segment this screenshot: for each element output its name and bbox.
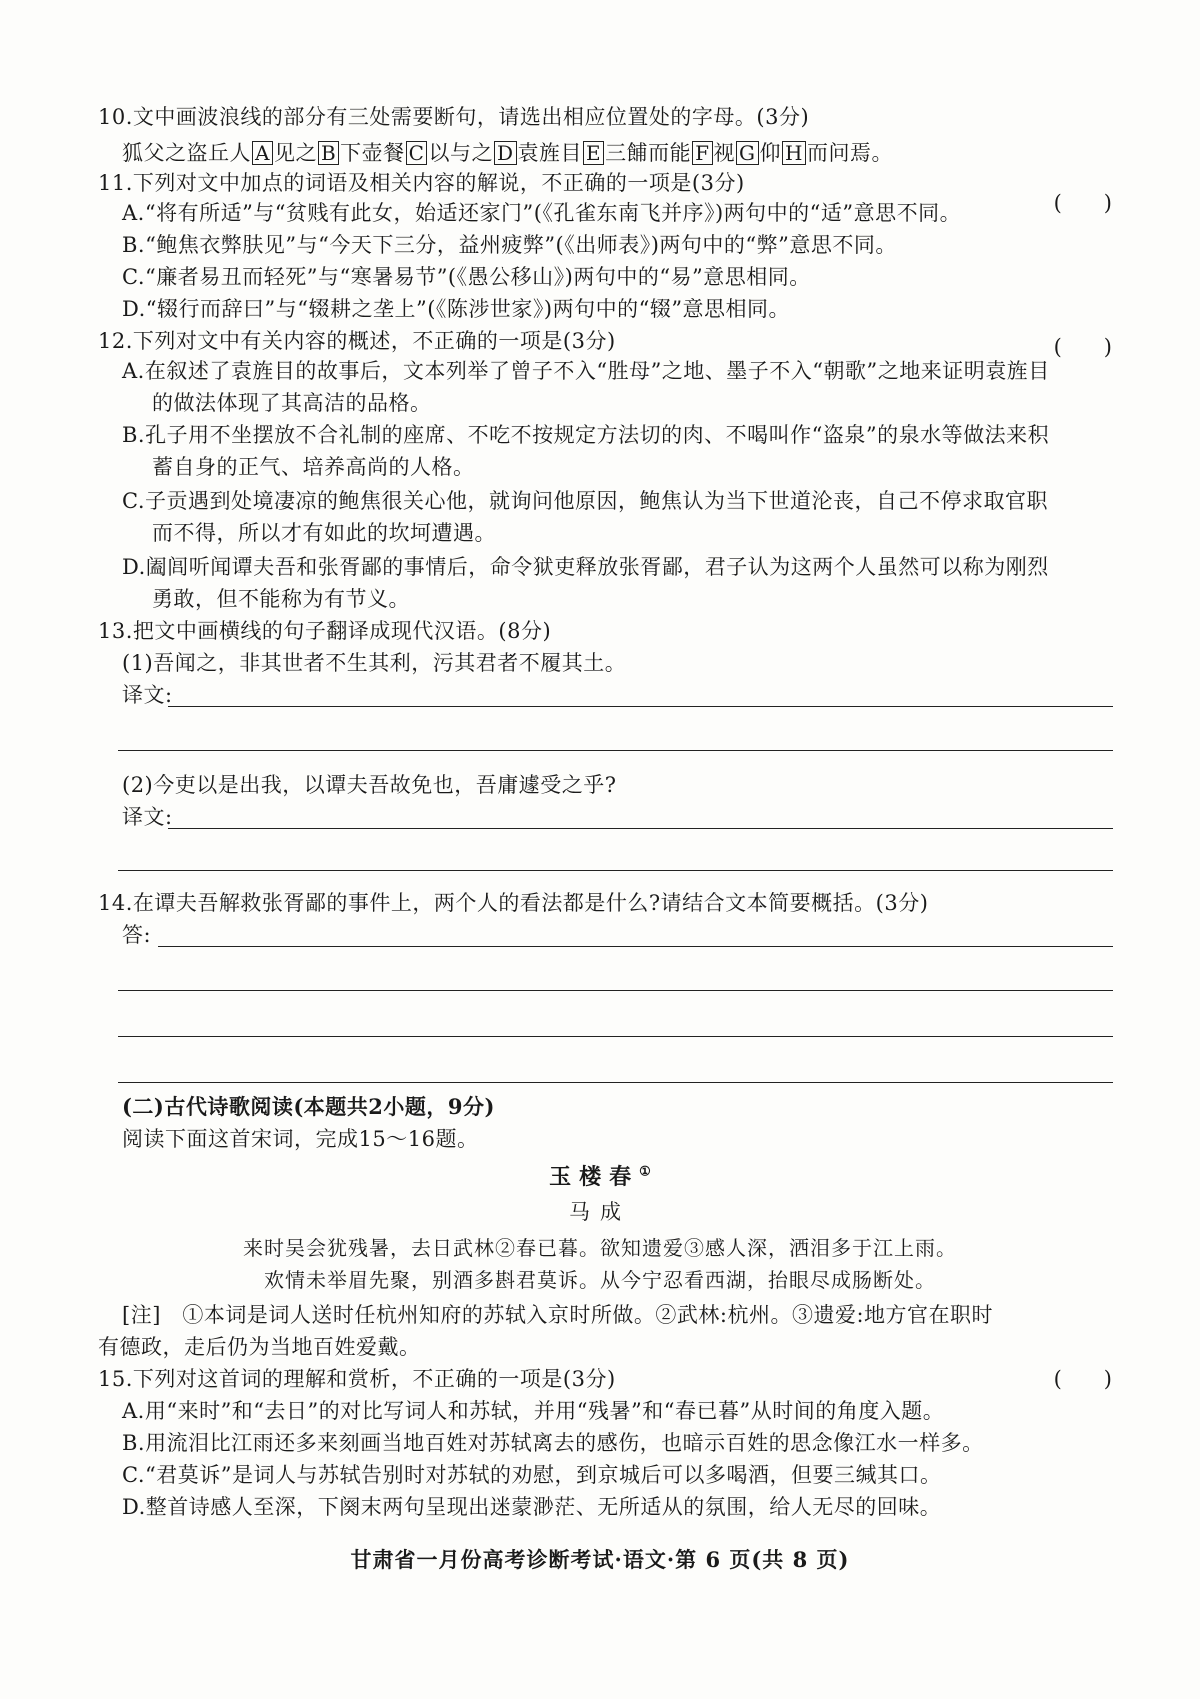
poem-line-2: 欢情未举眉先聚，别酒多斟君莫诉。从今宁忍看西湖，抬眼尽成肠断处。 xyxy=(264,1268,936,1292)
q15-option-a: A.用“来时”和“去日”的对比写词人和苏轼，并用“残暑”和“春已暮”从时间的角度入题。 xyxy=(122,1399,945,1423)
q10-letter-a: A xyxy=(252,141,273,165)
q14-stem: 14.在谭夫吾解救张胥鄙的事件上，两个人的看法都是什么?请结合文本简要概括。(3分) xyxy=(98,891,929,915)
poem-title xyxy=(0,1160,1200,1191)
q10-letter-h: H xyxy=(782,141,806,165)
section2-intro: 阅读下面这首宋词，完成15～16题。 xyxy=(122,1127,479,1151)
q10-letter-b: B xyxy=(318,141,339,165)
q15-stem: 15.下列对这首词的理解和赏析，不正确的一项是(3分) xyxy=(98,1367,616,1391)
q10-seg-2: 下壶餐 xyxy=(340,141,405,165)
q10-seg-4: 袁旌目 xyxy=(517,141,583,165)
q14-answer-line-2[interactable] xyxy=(118,990,1113,991)
q12-option-a-line1: A.在叙述了袁旌目的故事后，文本列举了曾子不入“胜母”之地、墨子不入“朝歌”之地来证明袁旌目 xyxy=(122,359,1050,383)
q12-stem: 12.下列对文中有关内容的概述，不正确的一项是(3分) xyxy=(98,329,616,353)
q10-letter-f: F xyxy=(692,141,712,165)
q10-seg-8: 而问焉。 xyxy=(806,141,893,165)
q10-seg-6: 视 xyxy=(713,141,736,165)
q11-option-a: A.“将有所适”与“贫贱有此女，始适还家门”(《孔雀东南飞并序》)两句中的“适”意思不同。 xyxy=(122,201,962,225)
q10-letter-d: D xyxy=(494,141,517,165)
q10-stem: 10.文中画波浪线的部分有三处需要断句，请选出相应位置处的字母。(3分) xyxy=(98,105,810,129)
poem-line-1: 来时吴会犹残暑，去日武林②春已暮。欲知遗爱③感人深，洒泪多于江上雨。 xyxy=(243,1236,957,1260)
page-footer: 甘肃省一月份高考诊断考试·语文·第 6 页(共 8 页) xyxy=(350,1547,850,1572)
q10-seg-3: 以与之 xyxy=(428,141,493,165)
q13-answer-line-1a[interactable] xyxy=(168,706,1113,707)
q10-seg-1: 见之 xyxy=(273,141,317,165)
q10-seg-0: 狐父之盗丘人 xyxy=(122,141,251,165)
q13-stem: 13.把文中画横线的句子翻译成现代汉语。(8分) xyxy=(98,619,552,643)
q12-option-b-line1: B.孔子用不坐摆放不合礼制的座席、不吃不按规定方法切的肉、不喝叫作“盗泉”的泉水等做法来积 xyxy=(122,423,1050,447)
q13-translation-label-1: 译文: xyxy=(122,683,173,707)
q14-answer-line-3[interactable] xyxy=(118,1036,1113,1037)
poem-author: 马成 xyxy=(569,1200,631,1224)
q14-answer-line-1[interactable] xyxy=(158,946,1113,947)
q13-answer-line-2b[interactable] xyxy=(118,870,1113,871)
poem-title-note-mark: ① xyxy=(639,1164,651,1180)
q13-translation-label-2: 译文: xyxy=(122,805,173,829)
q12-option-b-line2: 蓄自身的正气、培养高尚的人格。 xyxy=(152,455,475,479)
q13-sentence-1: (1)吾闻之，非其世者不生其利，污其君者不履其土。 xyxy=(122,651,627,675)
q10-letter-e: E xyxy=(583,141,604,165)
q13-sentence-2: (2)今吏以是出我，以谭夫吾故免也，吾庸遽受之乎? xyxy=(122,773,617,797)
poem-note-line-1: [注] ①本词是词人送时任杭州知府的苏轼入京时所做。②武林:杭州。③遗爱:地方官在职时 xyxy=(122,1303,994,1327)
q15-option-d: D.整首诗感人至深，下阕末两句呈现出迷蒙渺茫、无所适从的氛围，给人无尽的回味。 xyxy=(122,1495,942,1519)
q10-seg-7: 仰 xyxy=(759,141,781,165)
q11-answer-paren[interactable]: ( ) xyxy=(1053,191,1112,215)
q14-answer-line-4[interactable] xyxy=(118,1082,1113,1083)
q12-answer-paren[interactable]: ( ) xyxy=(1053,335,1112,359)
poem-title-text: 玉楼春 xyxy=(549,1164,640,1190)
q14-answer-label: 答: xyxy=(122,923,152,947)
q15-option-c: C.“君莫诉”是词人与苏轼告别时对苏轼的劝慰，到京城后可以多喝酒，但要三缄其口。 xyxy=(122,1463,942,1487)
q15-answer-paren[interactable]: ( ) xyxy=(1053,1367,1112,1391)
q12-option-c-line2: 而不得，所以才有如此的坎坷遭遇。 xyxy=(152,521,496,545)
q12-option-d-line2: 勇敢，但不能称为有节义。 xyxy=(152,587,410,611)
q11-option-d: D.“辍行而辞曰”与“辍耕之垄上”(《陈涉世家》)两句中的“辍”意思相同。 xyxy=(122,297,791,321)
q12-option-a-line2: 的做法体现了其高洁的品格。 xyxy=(152,391,432,415)
poem-note-line-2: 有德政，走后仍为当地百姓爱戴。 xyxy=(98,1335,421,1359)
q10-passage xyxy=(122,138,893,168)
q12-option-c-line1: C.子贡遇到处境凄凉的鲍焦很关心他，就询问他原因，鲍焦认为当下世道沦丧，自己不停求取官职 xyxy=(122,489,1048,513)
section2-heading: (二)古代诗歌阅读(本题共2小题，9分) xyxy=(122,1094,495,1119)
q12-option-d-line1: D.阖闾听闻谭夫吾和张胥鄙的事情后，命令狱吏释放张胥鄙，君子认为这两个人虽然可以称为刚烈 xyxy=(122,555,1049,579)
q13-answer-line-2a[interactable] xyxy=(168,828,1113,829)
q11-option-c: C.“廉者易丑而轻死”与“寒暑易节”(《愚公移山》)两句中的“易”意思相同。 xyxy=(122,265,811,289)
q11-stem: 11.下列对文中加点的词语及相关内容的解说，不正确的一项是(3分) xyxy=(98,171,745,195)
q15-option-b: B.用流泪比江雨还多来刻画当地百姓对苏轼离去的感伤，也暗示百姓的思念像江水一样多。 xyxy=(122,1431,984,1455)
q13-answer-line-1b[interactable] xyxy=(118,750,1113,751)
q11-option-b: B.“鲍焦衣弊肤见”与“今天下三分，益州疲弊”(《出师表》)两句中的“弊”意思不同。 xyxy=(122,233,897,257)
q10-letter-g: G xyxy=(736,141,758,165)
q10-seg-5: 三餔而能 xyxy=(605,141,692,165)
q10-letter-c: C xyxy=(406,141,428,165)
